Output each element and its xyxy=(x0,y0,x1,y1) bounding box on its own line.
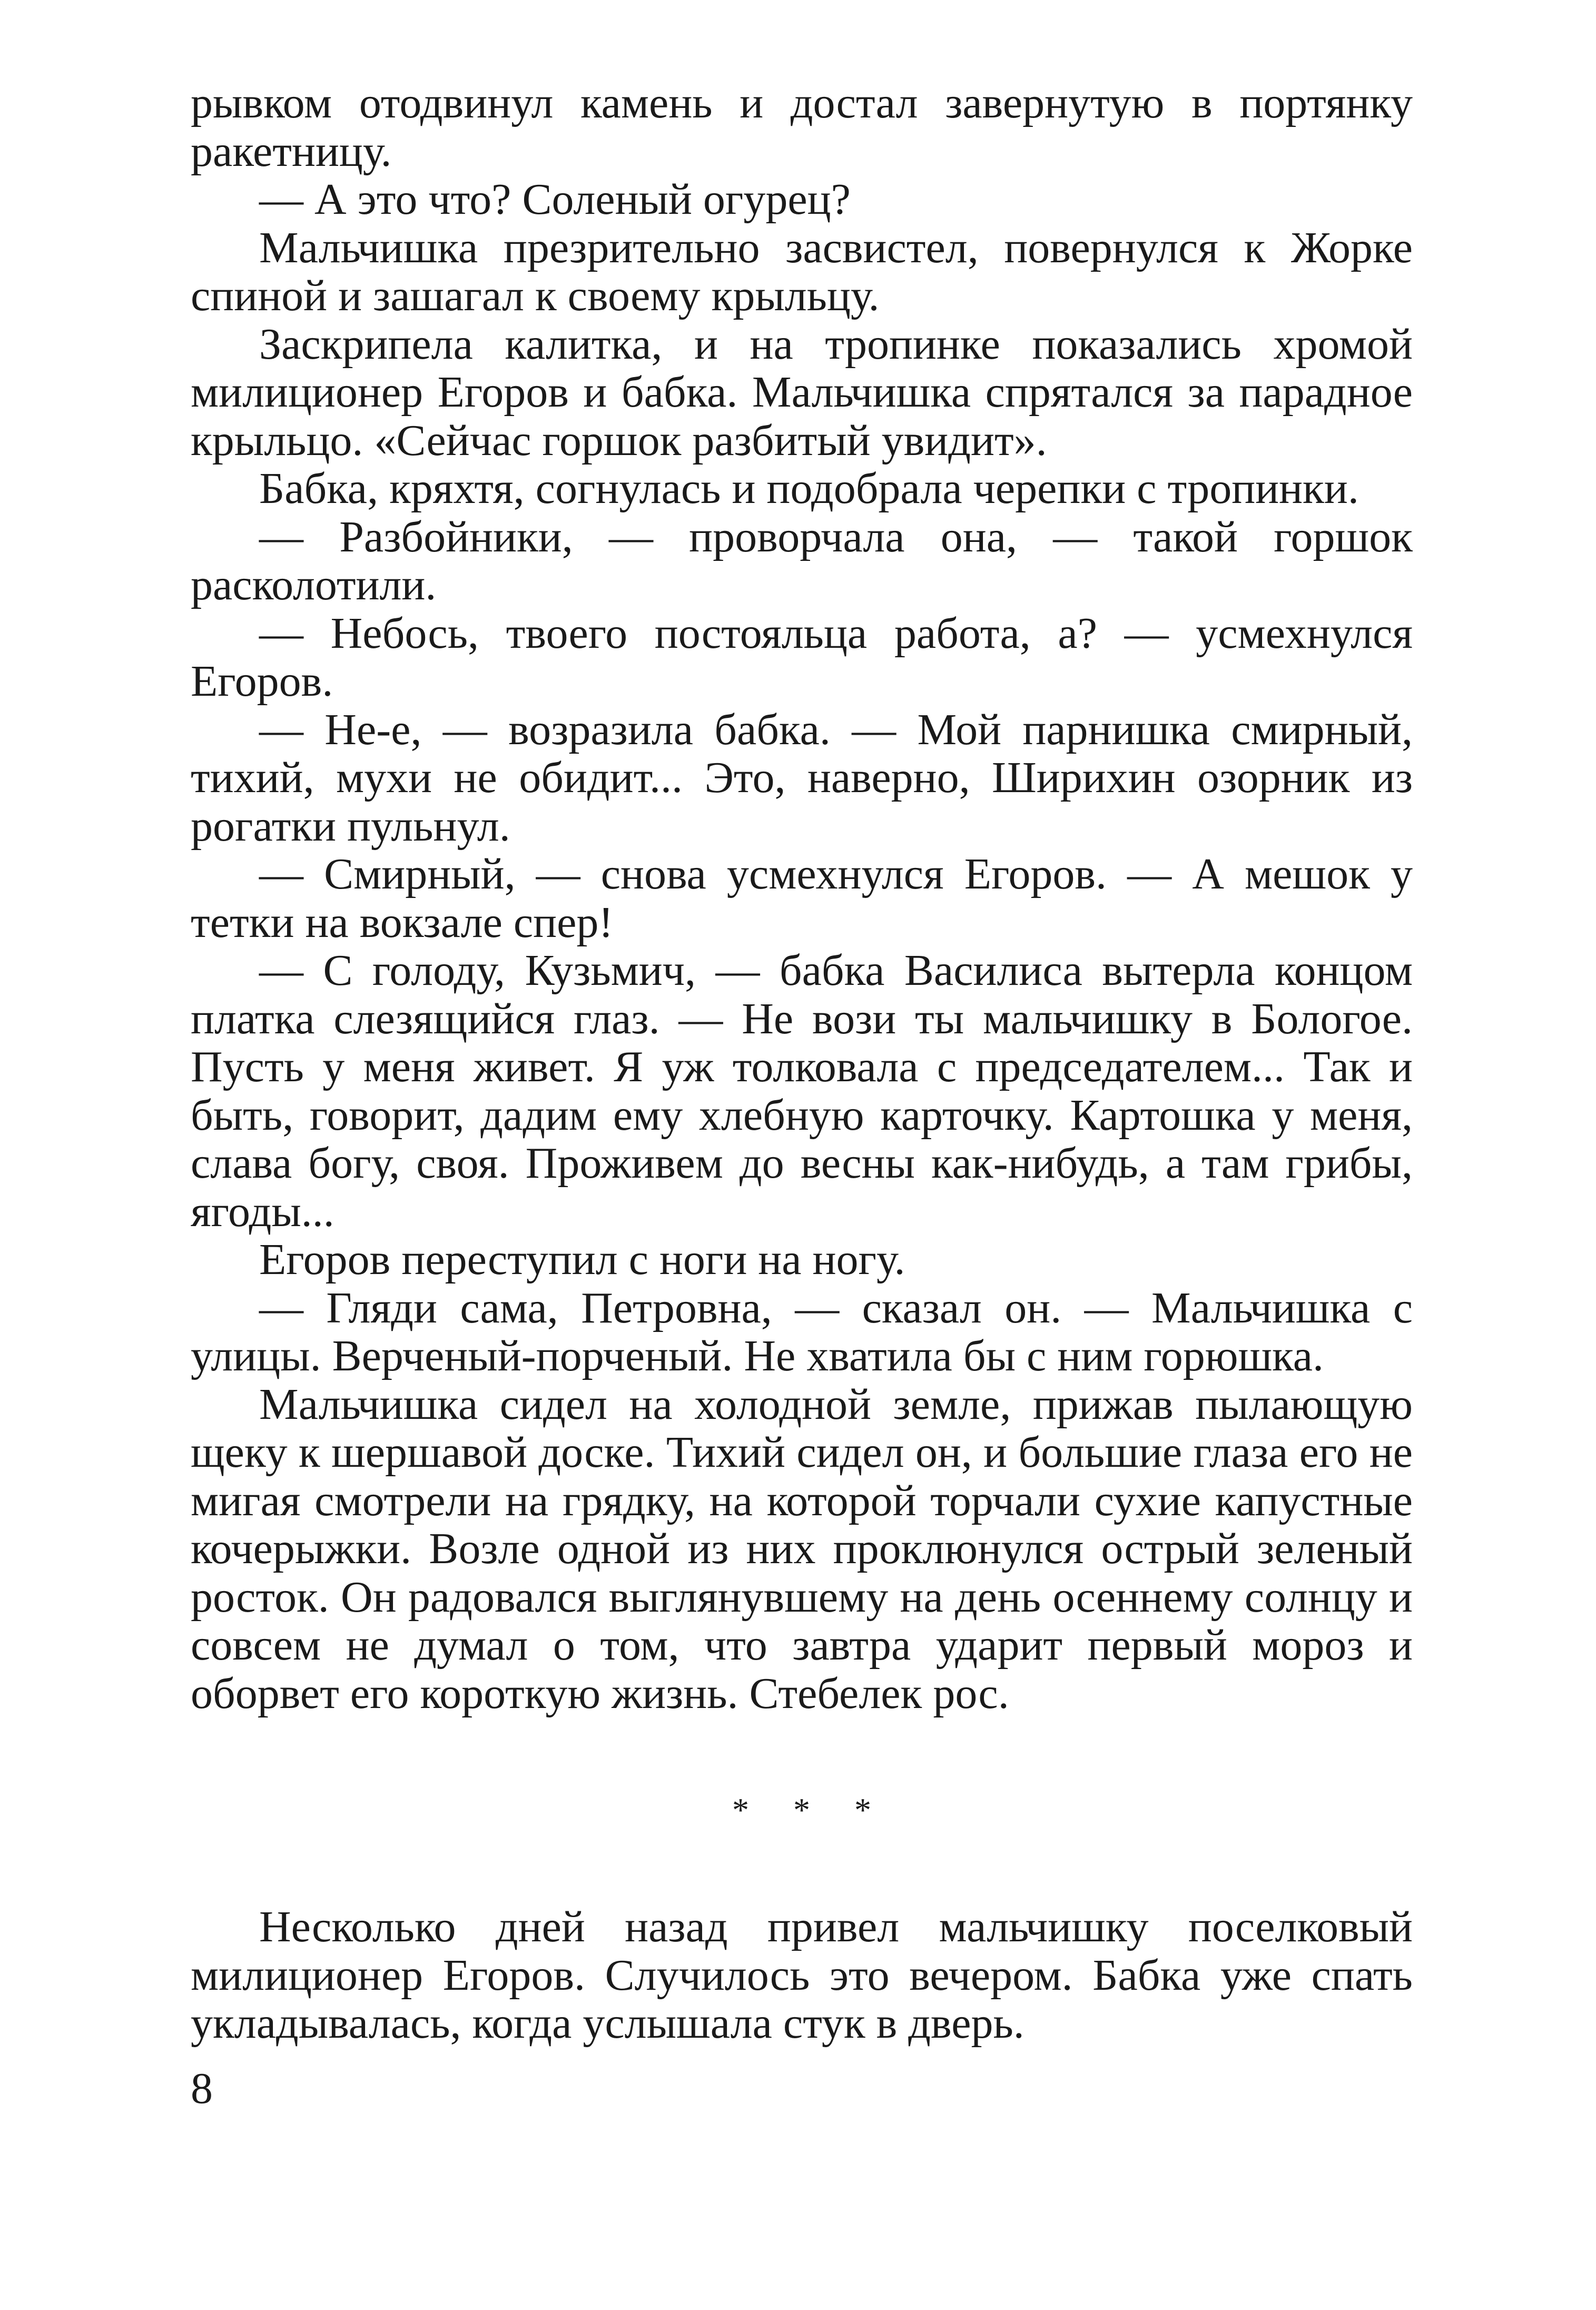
paragraph-3: Мальчишка презрительно засвистел, повернулся к Жорке спиной и зашагал к своему крыльцу. xyxy=(191,223,1413,320)
paragraph-6: — Разбойники, — проворчала она, — такой горшок расколотили. xyxy=(191,512,1413,609)
paragraph-14: Несколько дней назад привел мальчишку поселковый милиционер Егоров. Случилось это вечером. Бабка уже спать укладывалась, когда услышала стук в дверь. xyxy=(191,1902,1413,2048)
page-number: 8 xyxy=(191,2064,213,2113)
paragraph-2: — А это что? Соленый огурец? xyxy=(259,175,851,224)
paragraph-4: Заскрипела калитка, и на тропинке показались хромой милиционер Егоров и бабка. Мальчишка спрятался за парадное крыльцо. «Сейчас горшок разбитый увидит». xyxy=(191,319,1413,465)
paragraph-10: — С голоду, Кузьмич, — бабка Василиса вытерла концом платка слезящийся глаз. — Не вози ты мальчишку в Бологое. Пусть у меня живет. Я уж толковала с председателем... Так и быть, говорит, дадим ему хлебную карточку. Картошка у меня, слава богу, своя. Проживем до весны как-нибудь, а там грибы, ягоды... xyxy=(191,946,1413,1236)
section-separator: * * * xyxy=(732,1791,889,1829)
paragraph-5: Бабка, кряхтя, согнулась и подобрала черепки с тропинки. xyxy=(259,464,1359,513)
paragraph-12: — Гляди сама, Петровна, — сказал он. — Мальчишка с улицы. Верченый-порченый. Не хватила бы с ним горюшка. xyxy=(191,1283,1413,1380)
paragraph-13: Мальчишка сидел на холодной земле, прижав пылающую щеку к шершавой доске. Тихий сидел он, и большие глаза его не мигая смотрели на грядку, на которой торчали сухие капустные кочерыжки. Возле одной из них проклюнулся острый зеленый росток. Он радовался выглянувшему на день осеннему солнцу и совсем не думал о том, что завтра ударит первый мороз и оборвет его короткую жизнь. Стебелек рос. xyxy=(191,1379,1413,1718)
paragraph-8: — Не-е, — возразила бабка. — Мой парнишка смирный, тихий, мухи не обидит... Это, наверно, Ширихин озорник из рогатки пульнул. xyxy=(191,705,1413,851)
main-text xyxy=(191,79,1413,2048)
book-page xyxy=(191,79,1413,2238)
paragraph-9: — Смирный, — снова усмехнулся Егоров. — А мешок у тетки на вокзале спер! xyxy=(191,850,1413,947)
paragraph-1: рывком отодвинул камень и достал завернутую в портянку ракетницу. xyxy=(191,78,1413,176)
paragraph-7: — Небось, твоего постояльца работа, а? — усмехнулся Егоров. xyxy=(191,608,1413,706)
paragraph-11: Егоров переступил с ноги на ногу. xyxy=(259,1235,905,1284)
